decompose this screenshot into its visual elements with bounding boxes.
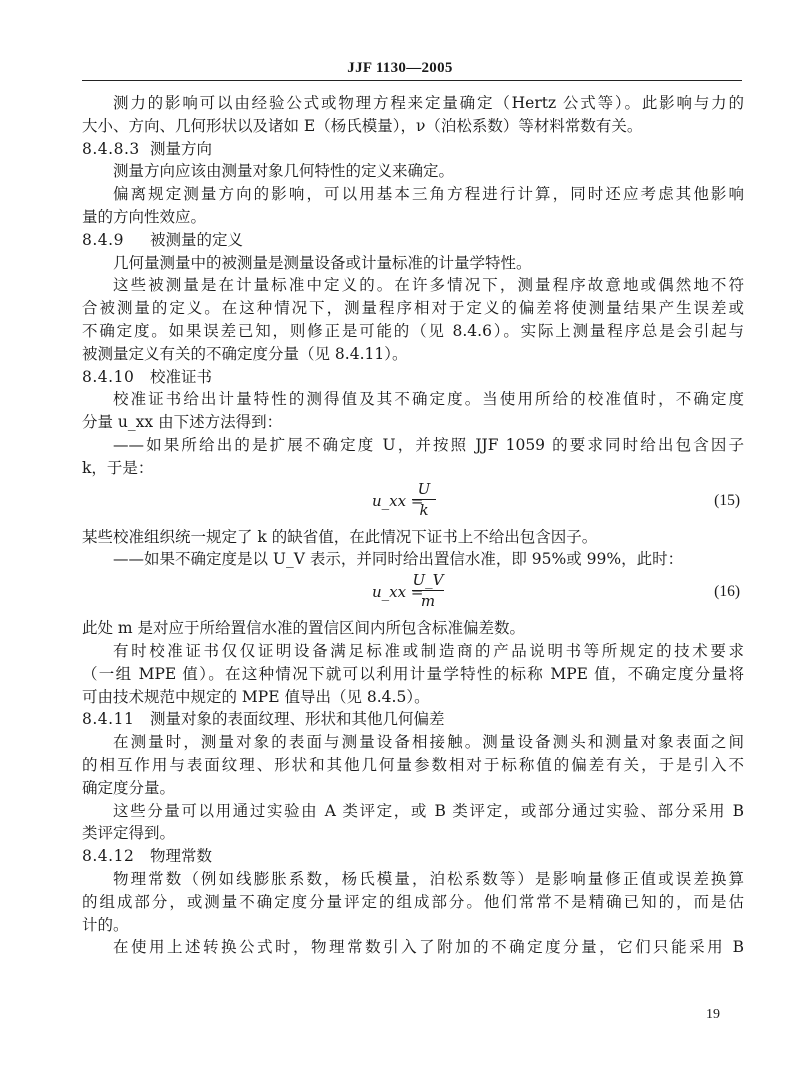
fraction-bar xyxy=(412,590,444,591)
section-title: 被测量的定义 xyxy=(150,230,244,249)
text-line: （一组 MPE 值）。在这种情况下就可以利用计量学特性的标称 MPE 值，不确定度分量将 xyxy=(82,664,744,683)
section-number: 8.4.8.3 xyxy=(82,139,140,158)
fraction-bar xyxy=(412,499,436,500)
section-title: 测量对象的表面纹理、形状和其他几何偏差 xyxy=(150,710,445,729)
text-line: 这些被测量是在计量标准中定义的。在许多情况下，测量程序故意地或偶然地不符 xyxy=(113,276,744,295)
text-line: 有时校准证书仅仅证明设备满足标准或制造商的产品说明书等所规定的技术要求 xyxy=(113,641,744,660)
formula-16 xyxy=(82,571,744,617)
text-line: 校准证书给出计量特性的测得值及其不确定度。当使用所给的校准值时，不确定度 xyxy=(113,390,744,409)
text-line: 大小、方向、几何形状以及诸如 E（杨氏模量），ν（泊松系数）等材料常数有关。 xyxy=(82,116,643,135)
formula-16-denominator: m xyxy=(420,592,436,611)
formula-15-denominator: k xyxy=(419,500,429,519)
text-line: ——如果不确定度是以 U_V 表示，并同时给出置信水准，即 95%或 99%，此时： xyxy=(113,550,684,569)
text-line: 测力的影响可以由经验公式或物理方程来定量确定（Hertz 公式等）。此影响与力的 xyxy=(113,94,744,112)
section-heading xyxy=(82,366,744,389)
text-block-c xyxy=(82,617,744,959)
text-line: 被测量定义有关的不确定度分量（见 8.4.11）。 xyxy=(82,344,408,363)
text-line: 量的方向性效应。 xyxy=(82,207,207,226)
section-heading xyxy=(82,229,744,252)
text-block-b xyxy=(82,526,744,572)
text-line: 可由技术规范中规定的 MPE 值导出（见 8.4.5）。 xyxy=(82,687,430,706)
text-line: k，于是： xyxy=(82,458,154,477)
text-line: 这些分量可以用通过实验由 A 类评定，或 B 类评定，或部分通过实验、部分采用 B xyxy=(113,801,744,820)
formula-15 xyxy=(82,480,744,526)
page-number: 19 xyxy=(706,1007,720,1022)
section-number: 8.4.10 xyxy=(82,367,135,386)
formula-16-numerator: U_V xyxy=(412,571,444,590)
formula-16-lhs: u_xx = xyxy=(372,583,424,602)
text-line: ——如果所给出的是扩展不确定度 U，并按照 JJF 1059 的要求同时给出包含因子 xyxy=(113,435,744,454)
text-line: 分量 u_xx 由下述方法得到： xyxy=(82,413,283,432)
formula-15-numerator: U xyxy=(417,479,431,498)
section-number: 8.4.9 xyxy=(82,230,124,249)
text-line: 的组成部分，或测量不确定度分量评定的组成部分。他们常常不是精确已知的，而是估 xyxy=(82,892,744,911)
header-rule xyxy=(82,80,742,81)
text-line: 类评定得到。 xyxy=(82,824,176,843)
section-heading xyxy=(82,708,744,731)
text-line: 测量方向应该由测量对象几何特性的定义来确定。 xyxy=(113,162,455,181)
text-line: 几何量测量中的被测量是测量设备或计量标准的计量学特性。 xyxy=(113,253,532,272)
text-line: 合被测量的定义。在这种情况下，测量程序相对于定义的偏差将使测量结果产生误差或 xyxy=(82,299,744,318)
section-title: 校准证书 xyxy=(150,367,213,386)
text-line: 不确定度。如果误差已知，则修正是可能的（见 8.4.6）。实际上测量程序总是会引起与 xyxy=(82,321,744,340)
section-title: 物理常数 xyxy=(150,847,213,866)
text-line: 在测量时，测量对象的表面与测量设备相接触。测量设备测头和测量对象表面之间 xyxy=(113,733,744,752)
section-title: 测量方向 xyxy=(150,139,213,158)
section-number: 8.4.11 xyxy=(82,710,135,729)
text-line: 某些校准组织统一规定了 k 的缺省值，在此情况下证书上不给出包含因子。 xyxy=(82,527,598,546)
text-line: 偏离规定测量方向的影响，可以用基本三角方程进行计算，同时还应考虑其他影响 xyxy=(113,185,744,204)
text-line: 在使用上述转换公式时，物理常数引入了附加的不确定度分量，它们只能采用 B xyxy=(113,938,744,957)
section-heading xyxy=(82,845,744,868)
formula-15-lhs: u_xx = xyxy=(372,491,424,510)
text-line: 计的。 xyxy=(82,915,129,934)
section-number: 8.4.12 xyxy=(82,847,135,866)
equation-number-15: (15) xyxy=(714,491,740,509)
running-header: JJF 1130—2005 xyxy=(347,60,453,76)
equation-number-16: (16) xyxy=(714,583,740,601)
text-line: 物理常数（例如线膨胀系数，杨氏模量，泊松系数等）是影响量修正值或误差换算 xyxy=(113,869,744,888)
text-line: 确定度分量。 xyxy=(82,778,176,797)
section-heading xyxy=(82,138,744,161)
text-line: 的相互作用与表面纹理、形状和其他几何量参数相对于标称值的偏差有关，于是引入不 xyxy=(82,755,744,774)
text-block-a xyxy=(82,92,744,480)
text-line: 此处 m 是对应于所给置信水准的置信区间内所包含标准偏差数。 xyxy=(82,619,526,638)
document-body xyxy=(82,92,744,959)
